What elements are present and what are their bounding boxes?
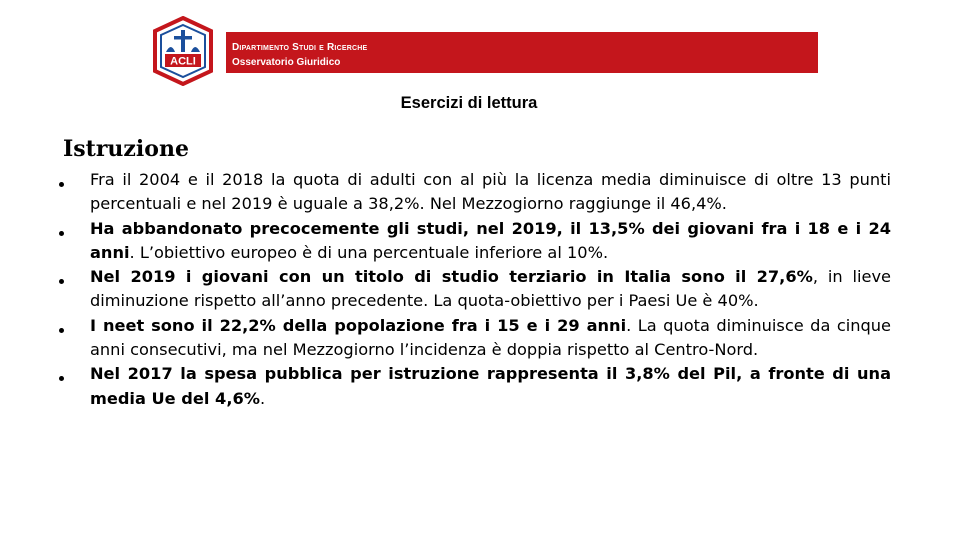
bullet-bold-text: Nel 2019 i giovani con un titolo di studio terziario in Italia sono il 27,6%	[90, 267, 813, 287]
subtitle-text: Esercizi di lettura	[400, 94, 538, 112]
bullet-dot-icon	[59, 328, 64, 333]
bullet-text: . La quota diminuisce da cinque anni consecutivi, ma nel Mezzogiorno l’incidenza è doppia rispetto al Centro-Nord.	[90, 315, 891, 360]
bullet-dot-icon	[59, 182, 64, 187]
logo-text: ACLI	[170, 55, 196, 68]
bullet-text: .	[259, 388, 266, 408]
bullet-bold-text: I neet sono il 22,2% della popolazione fra i 15 e i 29 anni	[90, 315, 627, 335]
bullet-dot-icon	[59, 231, 64, 236]
bullet-text: . L’obiettivo europeo è di una percentuale inferiore al 10%.	[129, 242, 609, 262]
bullet-list	[58, 168, 891, 411]
bullet-dot-icon	[59, 279, 64, 284]
bullet-bold-text: Nel 2017 la spesa pubblica per istruzione rappresenta il 3,8% del Pil, a fronte di una media Ue del 4,6%	[90, 364, 891, 408]
bullet-item	[58, 362, 891, 411]
bullet-item	[58, 168, 891, 217]
bullet-item	[58, 265, 891, 314]
banner-observatory: Osservatorio Giuridico	[232, 57, 341, 68]
bullet-text: Fra il 2004 e il 2018 la quota di adulti con al più la licenza media diminuisce di oltre 13 punti percentuali e nel 2019 è uguale a 38,2%. Nel Mezzogiorno raggiunge il 46,4%.	[90, 170, 891, 214]
acli-logo	[151, 16, 215, 86]
header-banner	[226, 32, 818, 73]
section-title: Istruzione	[63, 136, 189, 162]
bullet-dot-icon	[59, 376, 64, 381]
bullet-bold-text: Ha abbandonato precocemente gli studi, nel 2019, il 13,5% dei giovani fra i 18 e i 24 anni	[90, 218, 891, 262]
bullet-item	[58, 217, 891, 266]
bullet-item	[58, 314, 891, 363]
page-subtitle	[0, 94, 940, 113]
bullet-text: , in lieve diminuzione rispetto all’anno precedente. La quota-obiettivo per i Paesi Ue è 40%.	[90, 267, 891, 311]
banner-department: Dipartimento Studi e Ricerche	[232, 42, 368, 53]
